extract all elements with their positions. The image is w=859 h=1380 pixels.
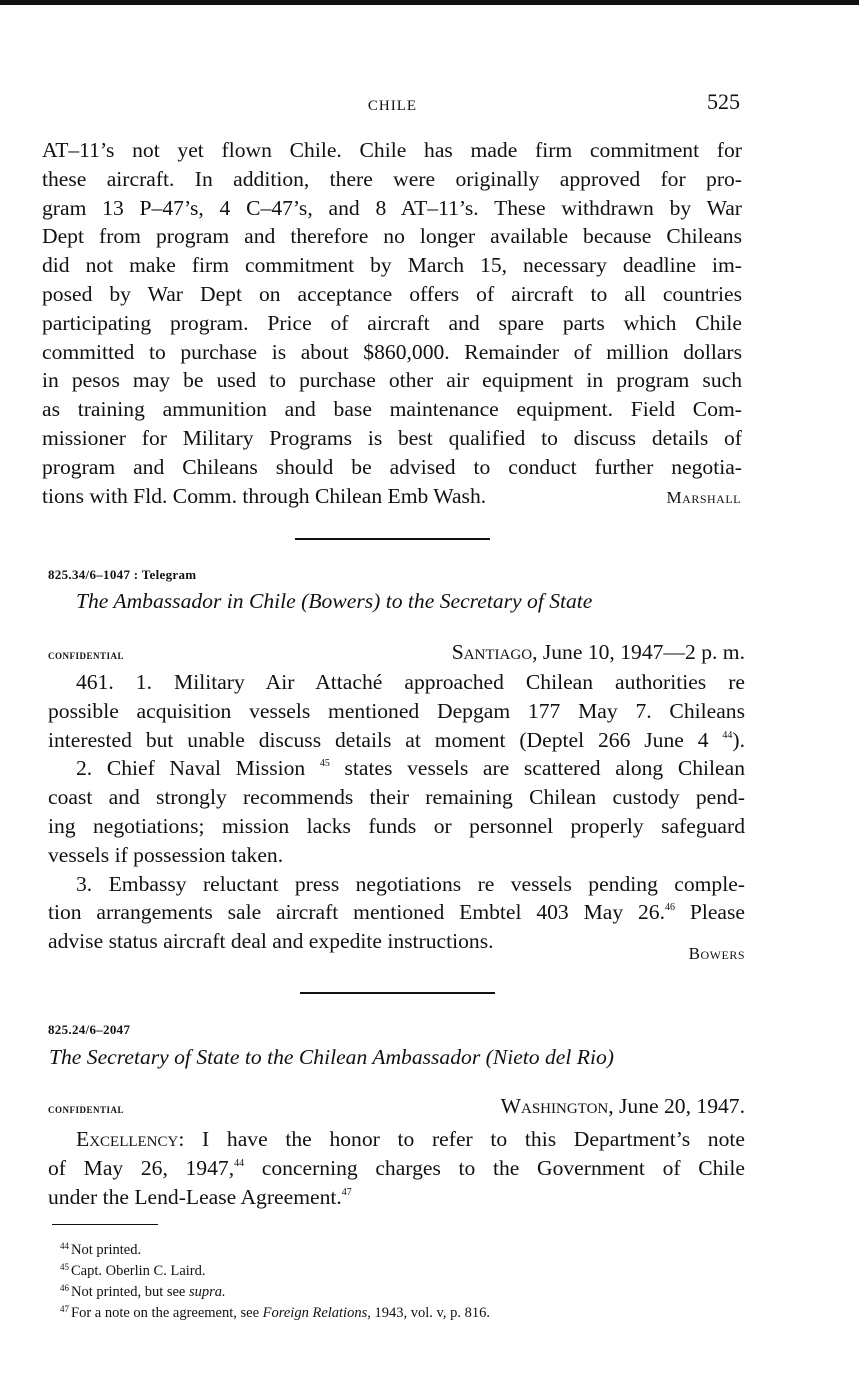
doc2-p1-line: possible acquisition vessels mentioned Depgam 177 May 7. Chileans [48,698,745,723]
footnote-ref: 44 [722,729,733,741]
section-divider [295,538,490,540]
footnote [60,1301,490,1322]
doc3-classification: confidential [48,1101,125,1116]
footnote-text: Not printed, but see [71,1284,189,1300]
doc3-dateline-place: Washington [500,1094,609,1118]
doc2-p2-line: coast and strongly recommends their remaining Chilean custody pend- [48,785,745,810]
footnote-text: Not printed. [71,1242,142,1258]
doc1-line: as training ammunition and base maintenance equipment. Field Com- [42,397,742,422]
doc3-dateline [501,1094,745,1119]
doc2-heading: The Ambassador in Chile (Bowers) to the Secretary of State [76,589,593,613]
doc1-line: gram 13 P–47’s, 4 C–47’s, and 8 AT–11’s. These withdrawn by War [42,195,742,220]
doc2-body [48,668,745,956]
footnote [60,1238,490,1259]
doc3-text-end: concerning charges to the Government of Chile [244,1155,745,1180]
footnote-italic: Foreign Relations, [262,1305,371,1321]
doc2-p2-text: 2. Chief Naval Mission [76,756,306,781]
footnote-text: For a note on the agreement, see [71,1305,263,1321]
top-border-rule [0,0,859,5]
doc3-text: : I have the honor to refer to this Department’s note [178,1127,745,1151]
footnote-rule [52,1224,158,1225]
doc3-text: of May 26, 1947, [48,1155,235,1180]
footnote-ref: 45 [319,758,330,770]
footnote-italic: supra. [189,1284,226,1300]
footnote-number: 44 [60,1241,69,1251]
footnote-number: 47 [60,1304,69,1314]
doc3-line [48,1183,745,1212]
footnote-tail: 1943, vol. v, p. 816. [370,1305,490,1321]
doc3-line [48,1125,745,1154]
doc2-p3-text: tion arrangements sale aircraft mentioned Embtel 403 May 26. [48,900,665,925]
doc2-p2-line: vessels if possession taken. [48,842,284,867]
doc1-line: missioner for Military Programs is best qualified to discuss details of [42,425,742,450]
doc2-p3-text-end: Please [674,900,745,925]
footnote-ref: 44 [234,1157,245,1169]
doc2-p2-line [48,754,745,783]
doc2-p1-line [48,726,745,755]
doc1-signature: Marshall [666,488,741,507]
doc2-classification: confidential [48,647,125,662]
doc1-line: participating program. Price of aircraft and spare parts which Chile [42,310,742,335]
doc2-p3-line: 3. Embassy reluctant press negotiations re vessels pending comple- [76,871,745,896]
doc1-line: posed by War Dept on acceptance offers of aircraft to all countries [42,281,742,306]
page-number: 525 [707,89,740,114]
doc2-p3-line [48,898,745,927]
running-title: CHILE [367,98,418,114]
doc3-file-reference: 825.24/6–2047 [48,1022,131,1037]
doc2-p2-text-end: states vessels are scattered along Chilean [329,756,745,781]
doc2-p1-text-end: ). [732,727,745,752]
doc2-p1-text: interested but unable discuss details at moment (Deptel 266 June 4 [48,727,709,752]
doc1-line: did not make firm commitment by March 15, necessary deadline im- [42,253,742,278]
footnotes [60,1238,490,1322]
doc3-heading: The Secretary of State to the Chilean Ambassador (Nieto del Rio) [49,1045,614,1069]
section-divider [300,992,495,994]
doc3-line [48,1154,745,1183]
doc3-salutation: Excellency [76,1127,179,1151]
doc2-dateline-rest: , June 10, 1947—2 p. m. [532,640,745,664]
doc1-line: these aircraft. In addition, there were originally approved for pro- [42,166,742,191]
doc1-line: program and Chileans should be advised to conduct further negotia- [42,454,742,479]
doc1-line: committed to purchase is about $860,000. Remainder of million dollars [42,339,742,364]
footnote-text: Capt. Oberlin C. Laird. [71,1263,206,1279]
footnote [60,1280,490,1301]
doc2-p1-line: 461. 1. Military Air Attaché approached Chilean authorities re [76,670,745,694]
doc3-dateline-rest: , June 20, 1947. [608,1094,745,1118]
footnote [60,1259,490,1280]
doc2-dateline-place: Santiago [451,640,533,664]
doc2-signature: Bowers [688,944,745,963]
doc2-dateline [452,640,745,665]
doc2-file-reference: 825.34/6–1047 : Telegram [48,567,197,582]
doc2-p2-line: ing negotiations; mission lacks funds or personnel properly safeguard [48,813,745,838]
footnote-ref: 46 [664,902,675,914]
doc3-body [48,1125,745,1211]
doc1-line: in pesos may be used to purchase other air equipment in program such [42,368,742,393]
doc1-line: tions with Fld. Comm. through Chilean Emb Wash. [42,483,487,508]
footnote-ref: 47 [341,1186,352,1198]
doc1-line: AT–11’s not yet flown Chile. Chile has made firm commitment for [42,138,742,162]
doc2-meta-line [48,640,745,666]
doc2-p3-line: advise status aircraft deal and expedite instructions. [48,929,494,954]
doc1-line: Dept from program and therefore no longer available because Chileans [42,224,742,249]
footnote-number: 46 [60,1283,69,1293]
footnote-number: 45 [60,1262,69,1272]
doc3-meta-line [48,1094,745,1120]
doc1-body [42,136,742,510]
running-head [0,89,859,118]
doc3-text: under the Lend-Lease Agreement. [48,1184,342,1209]
